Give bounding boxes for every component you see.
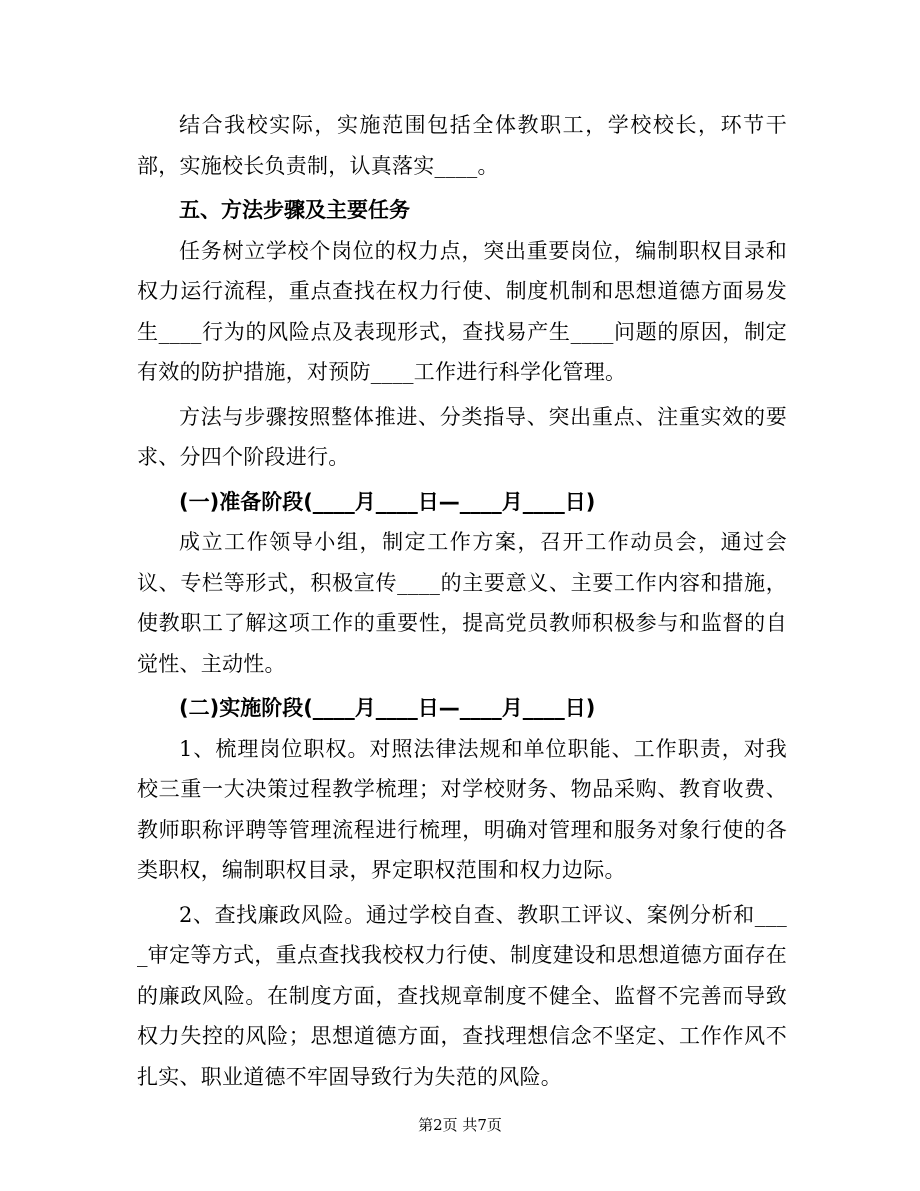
paragraph-tasks: 任务树立学校个岗位的权力点，突出重要岗位，编制职权目录和权力运行流程，重点查找在权力行使、制度机制和思想道德方面易发生____行为的风险点及表现形式，查找易产生____问题的原因，制定有效的防护措施，对预防____工作进行科学化管理。 bbox=[137, 238, 787, 384]
paragraph-scope: 结合我校实际，实施范围包括全体教职工，学校校长，环节干部，实施校长负责制，认真落实____。 bbox=[137, 113, 787, 178]
paragraph-preparation: 成立工作领导小组，制定工作方案，召开工作动员会，通过会议、专栏等形式，积极宣传____的主要意义、主要工作内容和措施，使教职工了解这项工作的重要性，提高党员教师积极参与和监督的自觉性、主动性。 bbox=[137, 530, 787, 676]
page-number-footer: 第2页 共7页 bbox=[418, 1116, 502, 1134]
document-body bbox=[137, 105, 787, 1097]
paragraph-steps: 方法与步骤按照整体推进、分类指导、突出重点、注重实效的要求、分四个阶段进行。 bbox=[137, 404, 787, 469]
section-heading-methods: 五、方法步骤及主要任务 bbox=[179, 198, 410, 222]
paragraph-find-risks: 2、查找廉政风险。通过学校自查、教职工评议、案例分析和____审定等方式，重点查找我校权力行使、制度建设和思想道德方面存在的廉政风险。在制度方面，查找规章制度不健全、监督不完善而导致权力失控的风险；思想道德方面，查找理想信念不坚定、工作作风不扎实、职业道德不牢固导致行为失范的风险。 bbox=[137, 902, 787, 1089]
subheading-implementation: (二)实施阶段(____月____日—____月____日) bbox=[179, 696, 596, 720]
subheading-preparation: (一)准备阶段(____月____日—____月____日) bbox=[179, 489, 596, 514]
paragraph-sort-powers: 1、梳理岗位职权。对照法律法规和单位职能、工作职责，对我校三重一大决策过程教学梳理；对学校财务、物品采购、教育收费、教师职称评聘等管理流程进行梳理，明确对管理和服务对象行使的各类职权，编制职权目录，界定职权范围和权力边际。 bbox=[137, 736, 787, 882]
